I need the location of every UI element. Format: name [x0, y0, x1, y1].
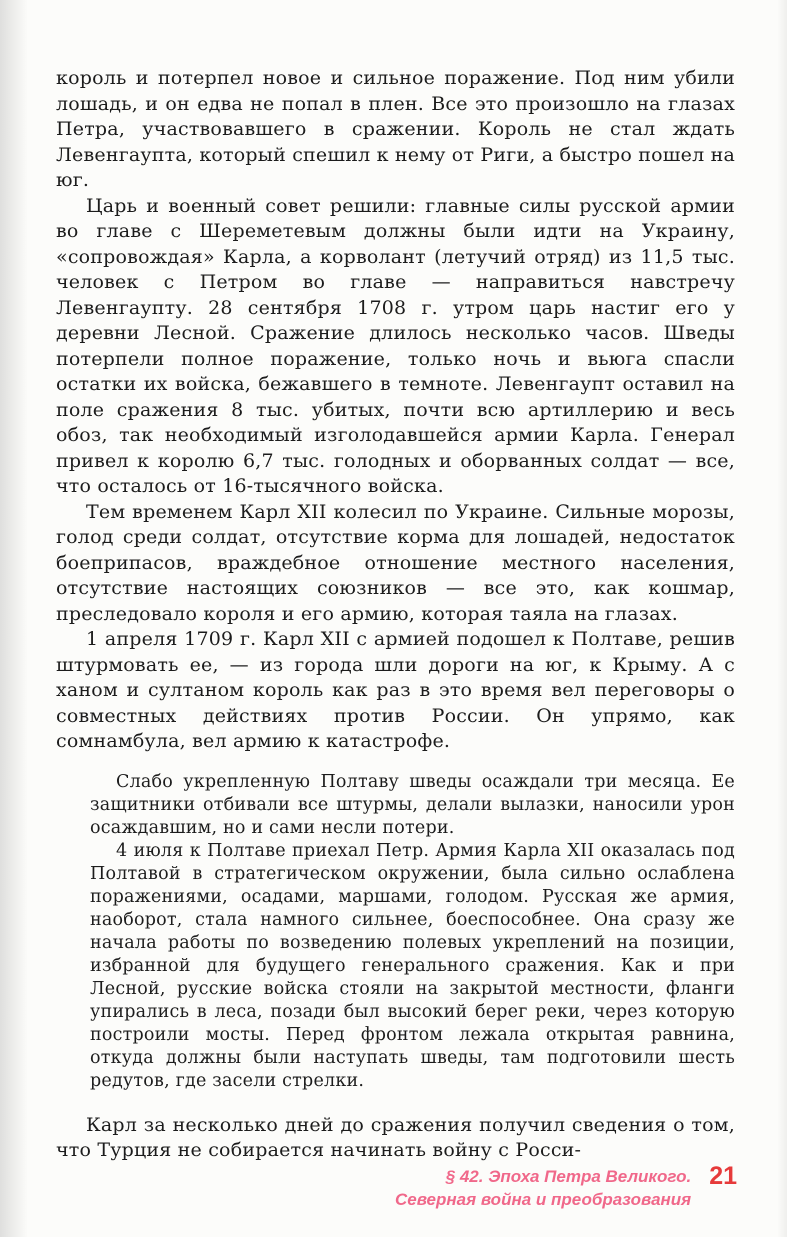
page-edge-shadow: [777, 0, 787, 1237]
section-title: [395, 1165, 691, 1211]
paragraph: король и потерпел новое и сильное поражение. Под ним убили лошадь, и он едва не попал в плен. Все это произошло на глазах Петра, участвовавшего в сражении. Король не стал ждать Левенгаупта, который спешил к нему от Риги, а быстро пошел на юг.: [56, 67, 735, 191]
page-footer: [394, 1162, 737, 1211]
page-number: 21: [709, 1162, 737, 1190]
page-text: [56, 66, 735, 1164]
paragraph: Царь и военный совет решили: главные силы русской армии во главе с Шереметевым должны были идти на Украину, «сопровождая» Карла, а корволант (летучий отряд) из 11,5 тыс. человек с Петром во главе — направиться навстречу Левенгаупту. 28 сентября 1708 г. утром царь настиг его у деревни Лесной. Сражение длилось несколько часов. Шведы потерпели полное поражение, только ночь и вьюга спасли остатки их войска, бежавшего в темноте. Левенгаупт оставил на поле сражения 8 тыс. убитых, почти всю артиллерию и весь обоз, так необходимый изголодавшейся армии Карла. Генерал привел к королю 6,7 тыс. голодных и оборванных солдат — все, что осталось от 16-тысячного войска.: [56, 194, 735, 497]
paragraph: Карл за несколько дней до сражения получил сведения о том, что Турция не собирается начинать войну с Росси-: [56, 1113, 735, 1161]
paragraph: 1 апреля 1709 г. Карл XII с армией подошел к Полтаве, решив штурмовать ее, — из города шли дороги на юг, к Крыму. А с ханом и султаном король как раз в это время вел переговоры о совместных действиях против России. Он упрямо, как сомнамбула, вел армию к катастрофе.: [56, 628, 735, 752]
section-title-line2: Северная война и преобразования: [394, 1190, 692, 1209]
binding-shadow: [0, 0, 28, 1237]
section-title-line1: § 42. Эпоха Петра Великого.: [445, 1167, 692, 1186]
inset-passage: [90, 771, 735, 1093]
inset-paragraph: 4 июля к Полтаве приехал Петр. Армия Карла XII оказалась под Полтавой в стратегическом окружении, была сильно ослаблена поражениями, осадами, маршами, голодом. Русская же армия, наоборот, стала намного сильнее, боеспособнее. Она сразу же начала работы по возведению полевых укреплений на позиции, избранной для будущего генерального сражения. Как и при Лесной, русские войска стояли на закрытой местности, фланги упирались в леса, позади был высокий берег реки, через которую построили мосты. Перед фронтом лежала открытая равнина, откуда должны были наступать шведы, там подготовили шесть редутов, где засели стрелки.: [90, 840, 735, 1091]
paragraph: Тем временем Карл XII колесил по Украине. Сильные морозы, голод среди солдат, отсутствие корма для лошадей, недостаток боеприпасов, враждебное отношение местного населения, отсутствие настоящих союзников — все это, как кошмар, преследовало короля и его армию, которая таяла на глазах.: [56, 500, 735, 625]
inset-paragraph: Слабо укрепленную Полтаву шведы осаждали три месяца. Ее защитники отбивали все штурмы, делали вылазки, наносили урон осаждавшим, но и сами несли потери.: [90, 771, 735, 838]
